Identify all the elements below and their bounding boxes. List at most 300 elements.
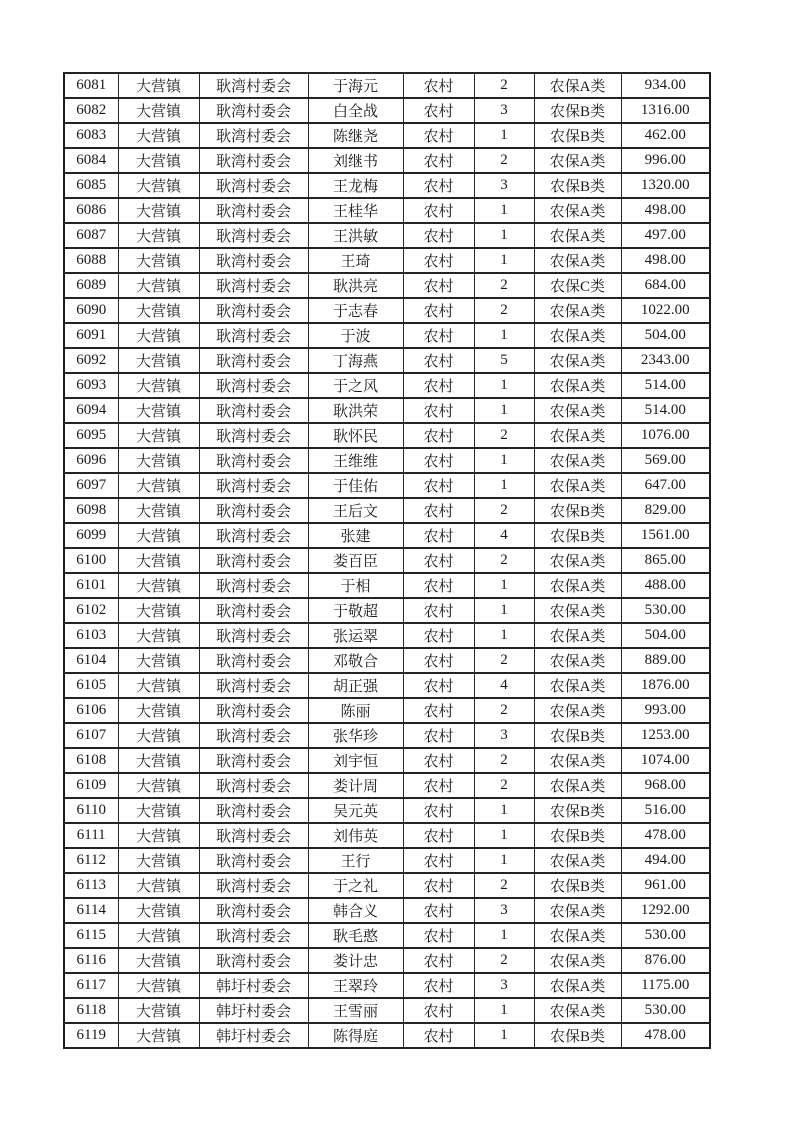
cell-serial-number: 6088 (64, 248, 118, 273)
cell-insurance-category: 农保A类 (534, 948, 621, 973)
cell-household-type: 农村 (403, 923, 474, 948)
cell-amount: 514.00 (621, 373, 710, 398)
cell-person-name: 丁海燕 (308, 348, 403, 373)
cell-village-committee: 韩圩村委会 (199, 1023, 308, 1048)
cell-person-count: 1 (474, 798, 534, 823)
cell-amount: 497.00 (621, 223, 710, 248)
cell-person-count: 1 (474, 848, 534, 873)
cell-village-committee: 耿湾村委会 (199, 698, 308, 723)
cell-town: 大营镇 (118, 198, 199, 223)
cell-town: 大营镇 (118, 173, 199, 198)
cell-town: 大营镇 (118, 423, 199, 448)
cell-amount: 996.00 (621, 148, 710, 173)
cell-serial-number: 6103 (64, 623, 118, 648)
cell-amount: 1316.00 (621, 98, 710, 123)
cell-insurance-category: 农保A类 (534, 898, 621, 923)
cell-serial-number: 6089 (64, 273, 118, 298)
cell-amount: 993.00 (621, 698, 710, 723)
cell-household-type: 农村 (403, 673, 474, 698)
cell-person-count: 1 (474, 448, 534, 473)
cell-village-committee: 耿湾村委会 (199, 873, 308, 898)
cell-insurance-category: 农保A类 (534, 223, 621, 248)
cell-household-type: 农村 (403, 648, 474, 673)
cell-insurance-category: 农保A类 (534, 598, 621, 623)
cell-insurance-category: 农保A类 (534, 748, 621, 773)
cell-amount: 488.00 (621, 573, 710, 598)
cell-serial-number: 6101 (64, 573, 118, 598)
cell-insurance-category: 农保A类 (534, 473, 621, 498)
cell-household-type: 农村 (403, 698, 474, 723)
cell-village-committee: 耿湾村委会 (199, 398, 308, 423)
cell-person-name: 于波 (308, 323, 403, 348)
cell-person-count: 2 (474, 148, 534, 173)
cell-household-type: 农村 (403, 273, 474, 298)
cell-serial-number: 6109 (64, 773, 118, 798)
table-row (64, 548, 710, 573)
cell-insurance-category: 农保A类 (534, 773, 621, 798)
cell-village-committee: 耿湾村委会 (199, 648, 308, 673)
cell-village-committee: 耿湾村委会 (199, 173, 308, 198)
cell-household-type: 农村 (403, 623, 474, 648)
cell-person-name: 吴元英 (308, 798, 403, 823)
cell-person-name: 陈继尧 (308, 123, 403, 148)
cell-amount: 968.00 (621, 773, 710, 798)
cell-amount: 961.00 (621, 873, 710, 898)
cell-person-count: 2 (474, 698, 534, 723)
cell-amount: 1253.00 (621, 723, 710, 748)
cell-village-committee: 耿湾村委会 (199, 123, 308, 148)
cell-town: 大营镇 (118, 548, 199, 573)
cell-town: 大营镇 (118, 473, 199, 498)
table-row (64, 398, 710, 423)
cell-amount: 1292.00 (621, 898, 710, 923)
table-row (64, 198, 710, 223)
table-row (64, 848, 710, 873)
cell-town: 大营镇 (118, 398, 199, 423)
cell-village-committee: 耿湾村委会 (199, 923, 308, 948)
table-row (64, 523, 710, 548)
cell-insurance-category: 农保A类 (534, 673, 621, 698)
cell-insurance-category: 农保B类 (534, 498, 621, 523)
cell-household-type: 农村 (403, 823, 474, 848)
cell-serial-number: 6118 (64, 998, 118, 1023)
cell-person-name: 邓敬合 (308, 648, 403, 673)
pension-table (63, 72, 711, 1049)
cell-amount: 462.00 (621, 123, 710, 148)
table-row (64, 498, 710, 523)
cell-serial-number: 6119 (64, 1023, 118, 1048)
cell-household-type: 农村 (403, 223, 474, 248)
cell-amount: 829.00 (621, 498, 710, 523)
cell-serial-number: 6085 (64, 173, 118, 198)
cell-insurance-category: 农保B类 (534, 798, 621, 823)
cell-town: 大营镇 (118, 498, 199, 523)
cell-household-type: 农村 (403, 773, 474, 798)
cell-amount: 504.00 (621, 323, 710, 348)
cell-town: 大营镇 (118, 623, 199, 648)
table-row (64, 148, 710, 173)
cell-village-committee: 耿湾村委会 (199, 273, 308, 298)
cell-household-type: 农村 (403, 73, 474, 98)
cell-person-count: 1 (474, 1023, 534, 1048)
table-row (64, 598, 710, 623)
table-row (64, 723, 710, 748)
cell-amount: 1076.00 (621, 423, 710, 448)
cell-town: 大营镇 (118, 898, 199, 923)
cell-amount: 1561.00 (621, 523, 710, 548)
cell-household-type: 农村 (403, 798, 474, 823)
cell-amount: 876.00 (621, 948, 710, 973)
cell-person-name: 耿毛憨 (308, 923, 403, 948)
cell-person-name: 陈得庭 (308, 1023, 403, 1048)
cell-amount: 530.00 (621, 598, 710, 623)
cell-village-committee: 耿湾村委会 (199, 848, 308, 873)
cell-insurance-category: 农保A类 (534, 698, 621, 723)
cell-insurance-category: 农保A类 (534, 998, 621, 1023)
cell-household-type: 农村 (403, 998, 474, 1023)
cell-insurance-category: 农保A类 (534, 848, 621, 873)
cell-person-name: 陈丽 (308, 698, 403, 723)
cell-person-count: 2 (474, 748, 534, 773)
cell-insurance-category: 农保A类 (534, 923, 621, 948)
cell-person-name: 于志春 (308, 298, 403, 323)
cell-amount: 1074.00 (621, 748, 710, 773)
cell-person-name: 耿洪亮 (308, 273, 403, 298)
cell-serial-number: 6105 (64, 673, 118, 698)
cell-village-committee: 耿湾村委会 (199, 98, 308, 123)
cell-village-committee: 耿湾村委会 (199, 448, 308, 473)
cell-amount: 498.00 (621, 198, 710, 223)
cell-serial-number: 6093 (64, 373, 118, 398)
cell-insurance-category: 农保A类 (534, 198, 621, 223)
cell-insurance-category: 农保A类 (534, 348, 621, 373)
table-row (64, 273, 710, 298)
cell-person-name: 于相 (308, 573, 403, 598)
cell-amount: 1175.00 (621, 973, 710, 998)
cell-village-committee: 耿湾村委会 (199, 748, 308, 773)
cell-person-name: 王后文 (308, 498, 403, 523)
cell-insurance-category: 农保A类 (534, 298, 621, 323)
cell-person-name: 于之礼 (308, 873, 403, 898)
cell-person-name: 王雪丽 (308, 998, 403, 1023)
cell-person-count: 3 (474, 173, 534, 198)
cell-village-committee: 耿湾村委会 (199, 473, 308, 498)
cell-village-committee: 耿湾村委会 (199, 823, 308, 848)
cell-person-name: 刘伟英 (308, 823, 403, 848)
cell-village-committee: 耿湾村委会 (199, 573, 308, 598)
cell-village-committee: 耿湾村委会 (199, 323, 308, 348)
cell-town: 大营镇 (118, 573, 199, 598)
table-row (64, 373, 710, 398)
cell-serial-number: 6092 (64, 348, 118, 373)
cell-household-type: 农村 (403, 498, 474, 523)
table-row (64, 448, 710, 473)
cell-person-count: 1 (474, 198, 534, 223)
cell-village-committee: 耿湾村委会 (199, 523, 308, 548)
table-row (64, 123, 710, 148)
table-row (64, 98, 710, 123)
cell-town: 大营镇 (118, 923, 199, 948)
cell-serial-number: 6102 (64, 598, 118, 623)
cell-town: 大营镇 (118, 298, 199, 323)
cell-village-committee: 耿湾村委会 (199, 798, 308, 823)
cell-person-name: 白全战 (308, 98, 403, 123)
cell-household-type: 农村 (403, 723, 474, 748)
cell-person-name: 耿洪荣 (308, 398, 403, 423)
cell-amount: 498.00 (621, 248, 710, 273)
cell-person-name: 娄计周 (308, 773, 403, 798)
cell-person-count: 1 (474, 998, 534, 1023)
cell-insurance-category: 农保A类 (534, 423, 621, 448)
cell-insurance-category: 农保B类 (534, 123, 621, 148)
cell-person-count: 2 (474, 873, 534, 898)
cell-serial-number: 6100 (64, 548, 118, 573)
table-row (64, 823, 710, 848)
cell-town: 大营镇 (118, 98, 199, 123)
cell-serial-number: 6112 (64, 848, 118, 873)
cell-household-type: 农村 (403, 298, 474, 323)
cell-person-count: 2 (474, 73, 534, 98)
cell-town: 大营镇 (118, 748, 199, 773)
cell-person-name: 王龙梅 (308, 173, 403, 198)
table-row (64, 223, 710, 248)
cell-town: 大营镇 (118, 73, 199, 98)
cell-village-committee: 耿湾村委会 (199, 623, 308, 648)
table-row (64, 748, 710, 773)
cell-household-type: 农村 (403, 148, 474, 173)
cell-person-name: 耿怀民 (308, 423, 403, 448)
cell-town: 大营镇 (118, 698, 199, 723)
cell-person-count: 3 (474, 98, 534, 123)
cell-serial-number: 6098 (64, 498, 118, 523)
cell-household-type: 农村 (403, 348, 474, 373)
cell-insurance-category: 农保A类 (534, 373, 621, 398)
cell-person-name: 张华珍 (308, 723, 403, 748)
cell-insurance-category: 农保B类 (534, 823, 621, 848)
table-row (64, 923, 710, 948)
cell-village-committee: 耿湾村委会 (199, 948, 308, 973)
table-row (64, 648, 710, 673)
cell-insurance-category: 农保A类 (534, 623, 621, 648)
table-row (64, 1023, 710, 1048)
cell-person-count: 3 (474, 723, 534, 748)
cell-household-type: 农村 (403, 248, 474, 273)
cell-amount: 2343.00 (621, 348, 710, 373)
cell-person-name: 刘宇恒 (308, 748, 403, 773)
cell-person-count: 3 (474, 973, 534, 998)
cell-amount: 865.00 (621, 548, 710, 573)
cell-serial-number: 6097 (64, 473, 118, 498)
cell-village-committee: 耿湾村委会 (199, 373, 308, 398)
cell-household-type: 农村 (403, 748, 474, 773)
cell-household-type: 农村 (403, 323, 474, 348)
cell-serial-number: 6096 (64, 448, 118, 473)
cell-serial-number: 6086 (64, 198, 118, 223)
cell-person-count: 2 (474, 773, 534, 798)
cell-village-committee: 韩圩村委会 (199, 998, 308, 1023)
table-row (64, 298, 710, 323)
cell-serial-number: 6106 (64, 698, 118, 723)
cell-person-count: 1 (474, 923, 534, 948)
cell-insurance-category: 农保B类 (534, 173, 621, 198)
cell-village-committee: 耿湾村委会 (199, 773, 308, 798)
table-row (64, 948, 710, 973)
cell-insurance-category: 农保B类 (534, 873, 621, 898)
cell-household-type: 农村 (403, 473, 474, 498)
cell-person-name: 娄百臣 (308, 548, 403, 573)
cell-insurance-category: 农保A类 (534, 73, 621, 98)
cell-serial-number: 6113 (64, 873, 118, 898)
cell-person-count: 2 (474, 423, 534, 448)
table-row (64, 973, 710, 998)
cell-amount: 569.00 (621, 448, 710, 473)
cell-town: 大营镇 (118, 823, 199, 848)
cell-amount: 478.00 (621, 1023, 710, 1048)
cell-village-committee: 耿湾村委会 (199, 148, 308, 173)
cell-amount: 516.00 (621, 798, 710, 823)
cell-amount: 530.00 (621, 923, 710, 948)
cell-town: 大营镇 (118, 998, 199, 1023)
cell-person-count: 1 (474, 373, 534, 398)
cell-village-committee: 耿湾村委会 (199, 248, 308, 273)
table-row (64, 323, 710, 348)
cell-village-committee: 耿湾村委会 (199, 598, 308, 623)
cell-village-committee: 耿湾村委会 (199, 73, 308, 98)
cell-insurance-category: 农保A类 (534, 148, 621, 173)
cell-town: 大营镇 (118, 323, 199, 348)
cell-person-name: 王桂华 (308, 198, 403, 223)
cell-serial-number: 6114 (64, 898, 118, 923)
cell-serial-number: 6084 (64, 148, 118, 173)
cell-serial-number: 6094 (64, 398, 118, 423)
cell-person-name: 于佳佑 (308, 473, 403, 498)
cell-village-committee: 耿湾村委会 (199, 498, 308, 523)
cell-household-type: 农村 (403, 173, 474, 198)
cell-household-type: 农村 (403, 198, 474, 223)
cell-household-type: 农村 (403, 598, 474, 623)
table-row (64, 348, 710, 373)
cell-town: 大营镇 (118, 523, 199, 548)
cell-insurance-category: 农保A类 (534, 573, 621, 598)
cell-serial-number: 6082 (64, 98, 118, 123)
cell-person-name: 王翠玲 (308, 973, 403, 998)
cell-town: 大营镇 (118, 248, 199, 273)
cell-person-name: 韩合义 (308, 898, 403, 923)
cell-person-count: 1 (474, 623, 534, 648)
cell-person-count: 2 (474, 948, 534, 973)
cell-town: 大营镇 (118, 873, 199, 898)
cell-village-committee: 耿湾村委会 (199, 198, 308, 223)
cell-person-count: 2 (474, 548, 534, 573)
cell-serial-number: 6083 (64, 123, 118, 148)
cell-insurance-category: 农保B类 (534, 523, 621, 548)
cell-person-count: 1 (474, 473, 534, 498)
cell-serial-number: 6108 (64, 748, 118, 773)
cell-household-type: 农村 (403, 1023, 474, 1048)
cell-household-type: 农村 (403, 98, 474, 123)
cell-serial-number: 6115 (64, 923, 118, 948)
cell-person-count: 1 (474, 248, 534, 273)
cell-amount: 889.00 (621, 648, 710, 673)
cell-household-type: 农村 (403, 423, 474, 448)
cell-person-name: 于敬超 (308, 598, 403, 623)
cell-person-count: 5 (474, 348, 534, 373)
cell-amount: 494.00 (621, 848, 710, 873)
cell-person-count: 1 (474, 823, 534, 848)
cell-person-count: 4 (474, 523, 534, 548)
cell-household-type: 农村 (403, 848, 474, 873)
cell-person-count: 1 (474, 398, 534, 423)
cell-household-type: 农村 (403, 523, 474, 548)
cell-person-name: 娄计忠 (308, 948, 403, 973)
cell-person-count: 2 (474, 273, 534, 298)
cell-serial-number: 6107 (64, 723, 118, 748)
cell-serial-number: 6095 (64, 423, 118, 448)
table-row (64, 573, 710, 598)
cell-insurance-category: 农保A类 (534, 648, 621, 673)
cell-person-name: 王洪敏 (308, 223, 403, 248)
cell-person-count: 2 (474, 648, 534, 673)
cell-person-count: 1 (474, 598, 534, 623)
cell-person-count: 2 (474, 298, 534, 323)
cell-town: 大营镇 (118, 948, 199, 973)
cell-amount: 1876.00 (621, 673, 710, 698)
cell-insurance-category: 农保C类 (534, 273, 621, 298)
cell-serial-number: 6081 (64, 73, 118, 98)
cell-town: 大营镇 (118, 123, 199, 148)
table-body (64, 73, 710, 1048)
cell-village-committee: 耿湾村委会 (199, 423, 308, 448)
cell-town: 大营镇 (118, 673, 199, 698)
table-row (64, 248, 710, 273)
cell-household-type: 农村 (403, 398, 474, 423)
cell-insurance-category: 农保B类 (534, 98, 621, 123)
cell-amount: 934.00 (621, 73, 710, 98)
cell-serial-number: 6117 (64, 973, 118, 998)
cell-village-committee: 耿湾村委会 (199, 548, 308, 573)
table-row (64, 698, 710, 723)
table-row (64, 473, 710, 498)
cell-serial-number: 6090 (64, 298, 118, 323)
cell-town: 大营镇 (118, 723, 199, 748)
cell-insurance-category: 农保A类 (534, 323, 621, 348)
table-row (64, 73, 710, 98)
cell-household-type: 农村 (403, 898, 474, 923)
table-row (64, 773, 710, 798)
table-row (64, 998, 710, 1023)
cell-person-count: 2 (474, 498, 534, 523)
cell-town: 大营镇 (118, 148, 199, 173)
cell-insurance-category: 农保A类 (534, 548, 621, 573)
cell-town: 大营镇 (118, 598, 199, 623)
cell-household-type: 农村 (403, 873, 474, 898)
table-row (64, 623, 710, 648)
cell-town: 大营镇 (118, 648, 199, 673)
cell-person-name: 于之风 (308, 373, 403, 398)
cell-serial-number: 6099 (64, 523, 118, 548)
cell-insurance-category: 农保A类 (534, 398, 621, 423)
cell-village-committee: 耿湾村委会 (199, 298, 308, 323)
cell-amount: 684.00 (621, 273, 710, 298)
table-row (64, 673, 710, 698)
cell-town: 大营镇 (118, 348, 199, 373)
cell-person-count: 1 (474, 323, 534, 348)
cell-village-committee: 耿湾村委会 (199, 348, 308, 373)
cell-household-type: 农村 (403, 123, 474, 148)
cell-person-name: 王琦 (308, 248, 403, 273)
cell-insurance-category: 农保A类 (534, 973, 621, 998)
table-row (64, 898, 710, 923)
